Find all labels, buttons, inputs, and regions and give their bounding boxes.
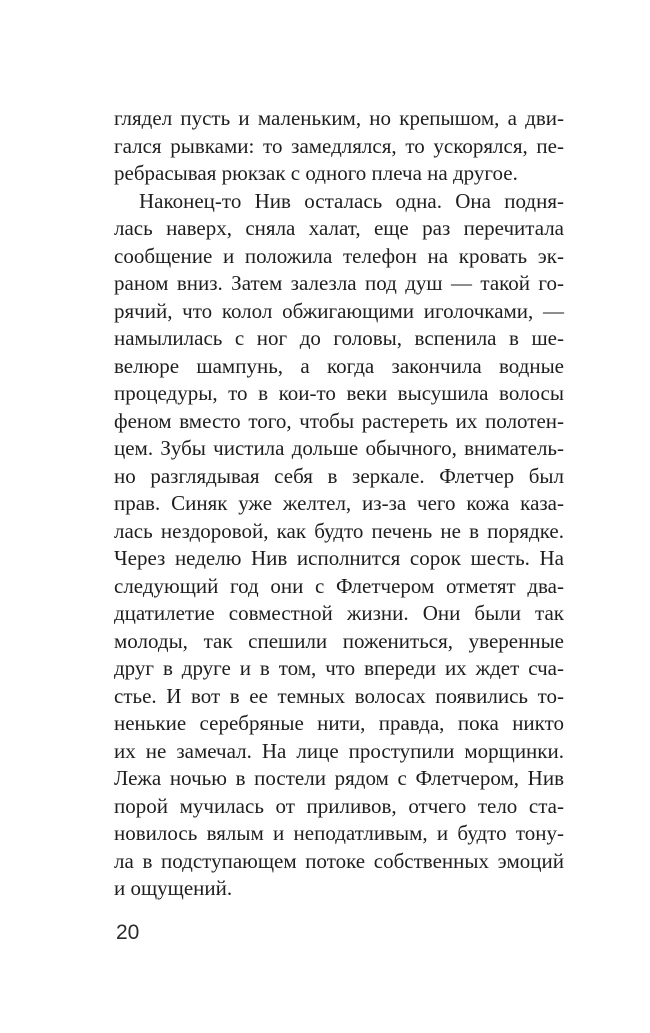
text-line: и ощущений. bbox=[114, 876, 233, 900]
text-line: стье. И вот в ее темных волосах появились то- bbox=[114, 683, 564, 708]
text-line: ребрасывая рюкзак с одного плеча на другое. bbox=[114, 161, 518, 185]
paragraph bbox=[114, 188, 564, 903]
text-line: раном вниз. Затем залезла под душ — такой го- bbox=[114, 271, 564, 295]
text-line: рячий, что колол обжигающими иголочками, — bbox=[114, 298, 564, 323]
text-line: феном вместо того, чтобы растереть их полотен- bbox=[114, 408, 564, 433]
text-line: ненькие серебряные нити, правда, пока никто bbox=[114, 711, 564, 735]
text-line: их не замечал. На лице проступили морщинки. bbox=[114, 738, 564, 763]
text-line: процедуры, то в кои-то веки высушила волосы bbox=[114, 381, 564, 405]
text-line: велюре шампунь, а когда закончила водные bbox=[114, 353, 564, 378]
text-line: намылилась с ног до головы, вспенила в ше- bbox=[114, 326, 564, 350]
text-line: следующий год они с Флетчером отметят два- bbox=[114, 573, 564, 598]
text-line: Наконец-то Нив осталась одна. Она подня- bbox=[139, 188, 564, 213]
text-line: ла в подступающем потоке собственных эмоций bbox=[114, 848, 564, 873]
text-line: дцатилетие совместной жизни. Они были так bbox=[114, 601, 564, 625]
text-line: Лежа ночью в постели рядом с Флетчером, Нив bbox=[114, 766, 564, 790]
text-line: порой мучилась от приливов, отчего тело ста- bbox=[114, 793, 564, 818]
text-line: лась нездоровой, как будто печень не в порядке. bbox=[114, 518, 564, 543]
text-line: гался рывками: то замедлялся, то ускорялся, пе- bbox=[114, 133, 564, 158]
text-line: лась наверх, сняла халат, еще раз перечитала bbox=[114, 216, 564, 240]
text-line: прав. Синяк уже желтел, из-за чего кожа каза- bbox=[114, 491, 564, 515]
page-number: 20 bbox=[116, 921, 140, 944]
text-line: глядел пусть и маленьким, но крепышом, а дви- bbox=[114, 106, 564, 130]
paragraph bbox=[114, 105, 564, 188]
page-text bbox=[114, 105, 564, 903]
text-line: Через неделю Нив исполнится сорок шесть. На bbox=[114, 546, 564, 570]
text-line: но разглядывая себя в зеркале. Флетчер был bbox=[114, 463, 564, 488]
text-line: цем. Зубы чистила дольше обычного, вниматель- bbox=[114, 436, 564, 460]
text-line: друг в друге и в том, что впереди их ждет сча- bbox=[114, 656, 564, 680]
text-line: новилось вялым и неподатливым, и будто тону- bbox=[114, 821, 564, 845]
text-line: сообщение и положила телефон на кровать эк- bbox=[114, 243, 564, 268]
text-line: молоды, так спешили пожениться, уверенные bbox=[114, 628, 564, 653]
